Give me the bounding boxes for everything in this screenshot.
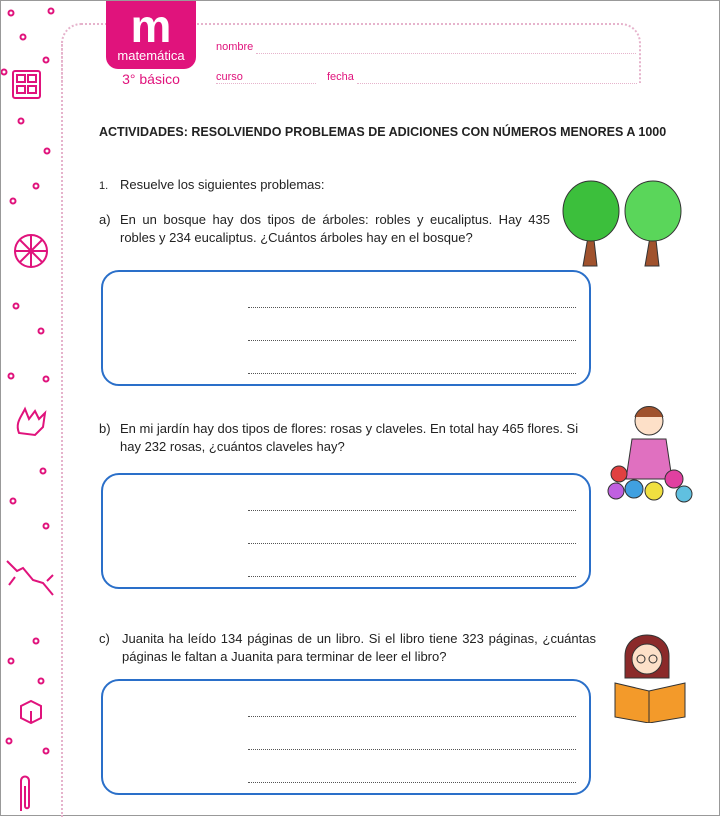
margin-divider — [61, 41, 63, 817]
logo-letter: m — [130, 0, 172, 52]
name-field[interactable] — [256, 53, 636, 54]
page-title: ACTIVIDADES: RESOLVIENDO PROBLEMAS DE ADICIONES CON NÚMEROS MENORES A 1000 — [99, 125, 667, 139]
course-field[interactable] — [216, 83, 316, 84]
problem-a-letter: a) — [99, 212, 111, 227]
date-label: fecha — [327, 71, 354, 83]
logo-subject: matemática — [117, 48, 185, 63]
answer-line[interactable] — [248, 340, 576, 341]
problem-a-text: En un bosque hay dos tipos de árboles: robles y eucaliptus. Hay 435 robles y 234 eucaliptus. ¿Cuántos árboles hay en el bosque? — [120, 212, 550, 245]
instruction-text: Resuelve los siguientes problemas: — [120, 177, 325, 192]
answer-line[interactable] — [248, 749, 576, 750]
problem-c-letter: c) — [99, 631, 110, 646]
girl-flowers-icon — [604, 399, 694, 509]
margin-doodles-icon — [1, 1, 59, 817]
answer-box-c[interactable] — [101, 679, 591, 795]
trees-icon — [559, 176, 699, 268]
subject-logo — [106, 1, 196, 69]
grade-label: 3° básico — [122, 71, 180, 87]
answer-line[interactable] — [248, 543, 576, 544]
name-label: nombre — [216, 41, 254, 53]
answer-line[interactable] — [248, 576, 576, 577]
problem-c-text: Juanita ha leído 134 páginas de un libro. Si el libro tiene 323 páginas, ¿cuántas páginas le faltan a Juanita para terminar de leer el libro? — [122, 631, 596, 664]
course-label: curso — [216, 71, 243, 83]
answer-line[interactable] — [248, 510, 576, 511]
answer-box-b[interactable] — [101, 473, 591, 589]
date-field[interactable] — [357, 83, 637, 84]
instruction-number: 1. — [99, 180, 109, 192]
answer-line[interactable] — [248, 373, 576, 374]
answer-box-a[interactable] — [101, 270, 591, 386]
answer-line[interactable] — [248, 716, 576, 717]
answer-line[interactable] — [248, 782, 576, 783]
girl-reading-icon — [609, 631, 694, 723]
answer-line[interactable] — [248, 307, 576, 308]
problem-b-text: En mi jardín hay dos tipos de flores: rosas y claveles. En total hay 465 flores. Si hay 232 rosas, ¿cuántos claveles hay? — [120, 421, 579, 454]
problem-b-letter: b) — [99, 421, 111, 436]
